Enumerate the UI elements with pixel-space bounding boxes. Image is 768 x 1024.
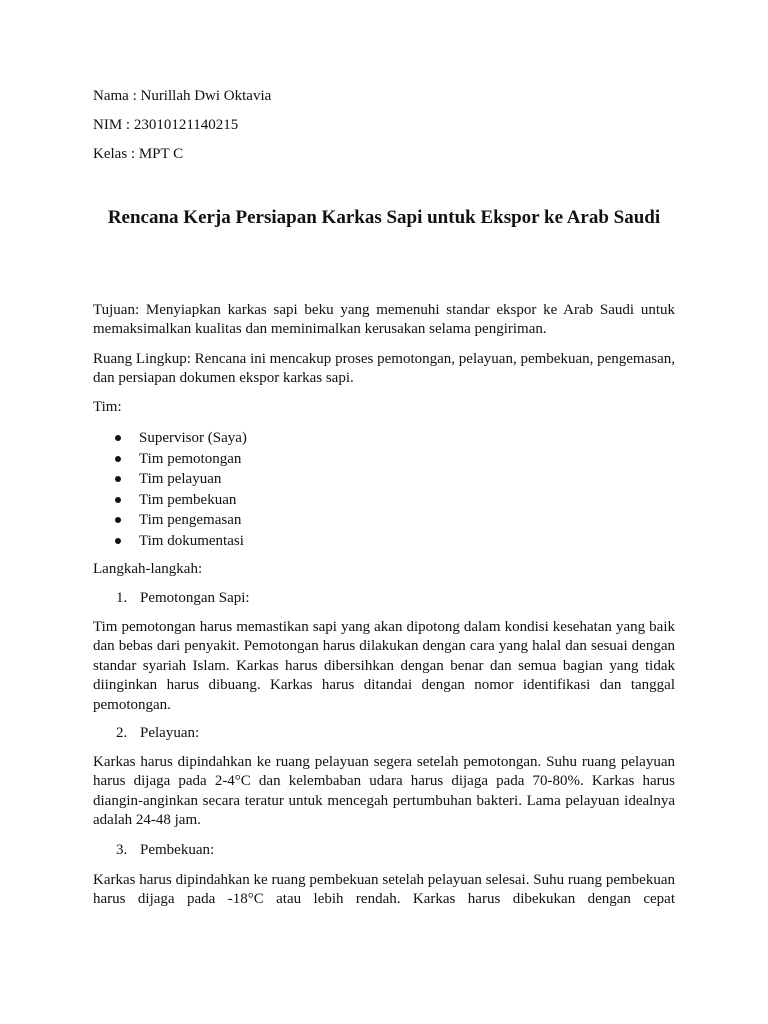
list-item: Tim pengemasan bbox=[114, 510, 247, 531]
step-title: Pelayuan: bbox=[140, 725, 200, 741]
bullet-icon bbox=[115, 517, 121, 523]
objective-paragraph: Tujuan: Menyiapkan karkas sapi beku yang memenuhi standar ekspor ke Arab Saudi untuk memaksimalkan kualitas dan meminimalkan kerusakan selama pengiriman. bbox=[93, 302, 675, 338]
step-body: Karkas harus dipindahkan ke ruang pelayuan segera setelah pemotongan. Suhu ruang pelayuan harus dijaga pada 2-4°C dan kelembaban udara harus dijaga pada 70-80%. Karkas harus diangin-anginkan secara teratur untuk mencegah pertumbuhan bakteri. Lama pelayuan idealnya adalah 24-48 jam. bbox=[93, 754, 675, 829]
step-number: 1. bbox=[116, 590, 128, 606]
document-title: Rencana Kerja Persiapan Karkas Sapi untuk Ekspor ke Arab Saudi bbox=[107, 207, 661, 228]
step-heading bbox=[116, 725, 199, 742]
step-heading bbox=[116, 842, 214, 859]
bullet-icon bbox=[115, 497, 121, 503]
list-item: Tim dokumentasi bbox=[114, 531, 247, 552]
step-number: 2. bbox=[116, 725, 128, 741]
bullet-icon bbox=[115, 476, 121, 482]
list-item: Supervisor (Saya) bbox=[114, 428, 247, 449]
step-body: Tim pemotongan harus memastikan sapi yang akan dipotong dalam kondisi kesehatan yang baik dan bebas dari penyakit. Pemotongan harus dilakukan dengan cara yang halal dan sesuai dengan standar syariah Islam. Karkas harus dibersihkan dengan benar dan semua bagian yang tidak diinginkan harus dibuang. Karkas harus ditandai dengan nomor identifikasi dan tanggal pemotongan. bbox=[93, 619, 675, 713]
step-body: Karkas harus dipindahkan ke ruang pembekuan setelah pelayuan selesai. Suhu ruang pembekuan harus dijaga pada -18°C atau lebih rendah. Karkas harus dibekukan dengan cepat bbox=[93, 872, 675, 908]
list-item: Tim pembekuan bbox=[114, 490, 247, 511]
student-nim: NIM : 23010121140215 bbox=[93, 117, 239, 133]
bullet-icon bbox=[115, 456, 121, 462]
student-class: Kelas : MPT C bbox=[93, 146, 184, 162]
team-list bbox=[114, 428, 247, 552]
step-title: Pemotongan Sapi: bbox=[140, 590, 250, 606]
bullet-icon bbox=[115, 538, 121, 544]
step-heading bbox=[116, 590, 250, 607]
step-number: 3. bbox=[116, 842, 128, 858]
list-item: Tim pelayuan bbox=[114, 469, 247, 490]
list-item: Tim pemotongan bbox=[114, 449, 247, 470]
scope-paragraph: Ruang Lingkup: Rencana ini mencakup proses pemotongan, pelayuan, pembekuan, pengemasan, dan persiapan dokumen ekspor karkas sapi. bbox=[93, 351, 675, 387]
bullet-icon bbox=[115, 435, 121, 441]
student-name: Nama : Nurillah Dwi Oktavia bbox=[93, 88, 272, 104]
team-label: Tim: bbox=[93, 399, 122, 415]
steps-label: Langkah-langkah: bbox=[93, 561, 203, 577]
step-title: Pembekuan: bbox=[140, 842, 215, 858]
